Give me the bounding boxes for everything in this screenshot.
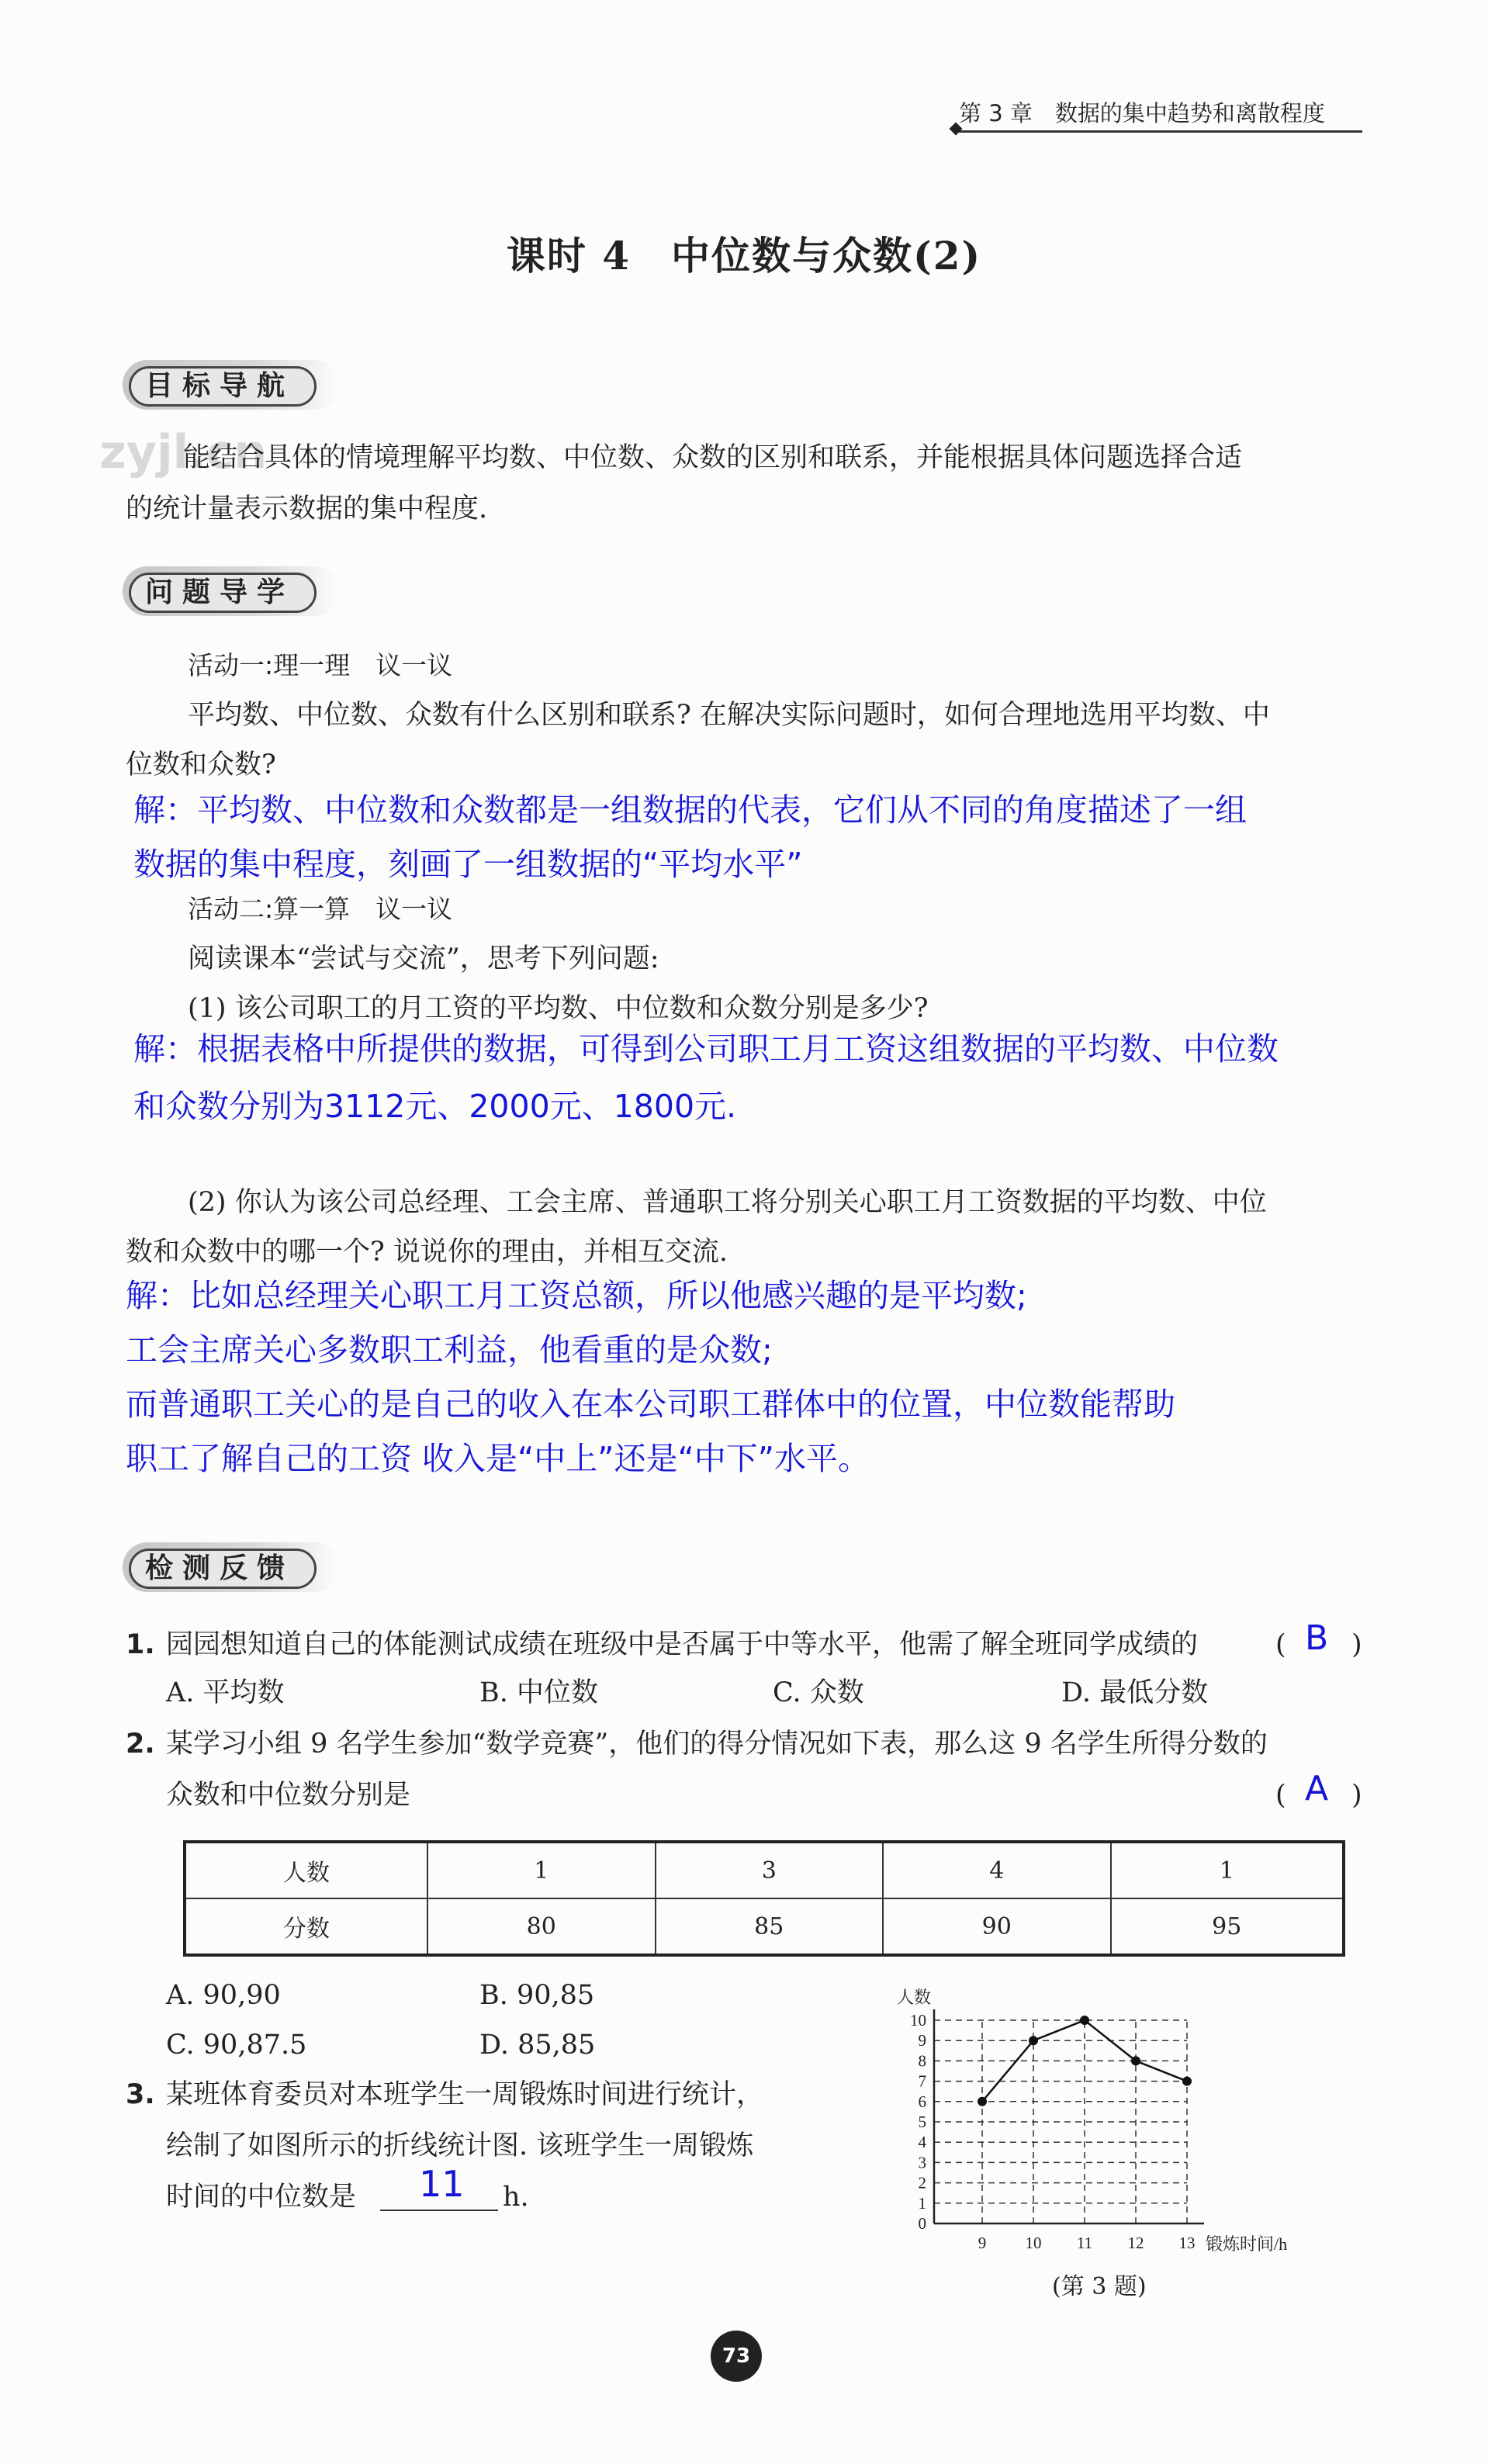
q2-answer: A — [1305, 1769, 1329, 1808]
y-tick-label: 5 — [918, 2113, 926, 2131]
activity1-question-line2: 位数和众数? — [126, 749, 276, 780]
q3-answer-blank — [380, 2210, 498, 2211]
q1-text: 园园想知道自己的体能测试成绩在班级中是否属于中等水平，他需了解全班同学成绩的 — [166, 1629, 1199, 1660]
q3-number: 3. — [126, 2079, 155, 2110]
y-tick-label: 3 — [918, 2153, 926, 2172]
activity2-heading: 活动二:算一算 议一议 — [188, 894, 453, 924]
q3-answer: 11 — [419, 2163, 465, 2205]
q2-text-line1: 某学习小组 9 名学生参加“数学竞赛”，他们的得分情况如下表，那么这 9 名学生所得分数的 — [166, 1729, 1268, 1760]
activity2-question2-line2: 数和众数中的哪一个? 说说你的理由，并相互交流. — [126, 1237, 728, 1268]
y-tick-label: 2 — [918, 2173, 926, 2192]
table-cell: 95 — [1111, 1898, 1344, 1955]
data-point — [1182, 2077, 1192, 2086]
table-row — [185, 1842, 1344, 1898]
goals-text-line2: 的统计量表示数据的集中程度. — [126, 493, 488, 524]
q2-option-d: D. 85,85 — [479, 2030, 596, 2061]
q2-number: 2. — [126, 1729, 155, 1760]
table-header-cell: 人数 — [185, 1842, 427, 1898]
y-tick-label: 4 — [918, 2133, 926, 2152]
q2-paren-right: ) — [1351, 1780, 1362, 1811]
activity2-answer1-line1: 解：根据表格中所提供的数据，可得到公司职工月工资这组数据的平均数、中位数 — [133, 1030, 1279, 1068]
activity2-question2-line1: (2) 你认为该公司总经理、工会主席、普通职工将分别关心职工月工资数据的平均数、中位 — [188, 1187, 1267, 1218]
page-number: 73 — [711, 2331, 762, 2382]
y-tick-label: 7 — [918, 2071, 926, 2091]
activity1-answer-line2: 数据的集中程度，刻画了一组数据的“平均水平” — [133, 846, 803, 883]
data-point — [1131, 2056, 1140, 2065]
activity2-intro: 阅读课本“尝试与交流”，思考下列问题: — [188, 943, 659, 974]
y-axis-label: 人数 — [897, 1988, 932, 2007]
activity1-answer-line1: 解：平均数、中位数和众数都是一组数据的代表，它们从不同的角度描述了一组 — [133, 791, 1247, 829]
q2-option-b: B. 90,85 — [479, 1980, 595, 2011]
y-tick-label: 6 — [918, 2092, 926, 2111]
activity2-answer2-line3: 而普通职工关心的是自己的收入在本公司职工群体中的位置，中位数能帮助 — [126, 1386, 1175, 1423]
section-badge-guide — [123, 566, 340, 616]
q2-text-line2: 众数和中位数分别是 — [166, 1780, 411, 1811]
q3-unit: h. — [503, 2182, 529, 2213]
y-tick-label: 9 — [918, 2031, 926, 2050]
table-cell: 80 — [427, 1898, 656, 1955]
x-tick-label: 11 — [1076, 2234, 1093, 2252]
activity2-answer1-line2: 和众数分别为3112元、2000元、1800元. — [133, 1088, 737, 1125]
data-point — [1029, 2036, 1038, 2045]
q1-option-a: A. 平均数 — [166, 1677, 285, 1708]
table-cell: 4 — [883, 1842, 1111, 1898]
q1-answer: B — [1305, 1618, 1329, 1658]
q3-figure-caption: (第 3 题) — [1052, 2273, 1147, 2300]
watermark: zyjl.cn — [99, 425, 268, 479]
q1-option-b: B. 中位数 — [479, 1677, 598, 1708]
y-tick-label: 1 — [918, 2193, 926, 2213]
table-header-cell: 分数 — [185, 1898, 427, 1955]
section-badge-goals-label: 目标导航 — [129, 366, 317, 407]
q3-text-line1: 某班体育委员对本班学生一周锻炼时间进行统计， — [166, 2079, 764, 2110]
q2-option-c: C. 90,87.5 — [166, 2030, 307, 2061]
y-tick-label: 8 — [918, 2051, 926, 2071]
q1-option-d: D. 最低分数 — [1061, 1677, 1209, 1708]
q3-line-chart — [853, 1971, 1350, 2281]
activity2-answer2-line2: 工会主席关心多数职工利益，他看重的是众数; — [126, 1331, 773, 1369]
q1-paren-right: ) — [1351, 1629, 1362, 1660]
q1-number: 1. — [126, 1629, 155, 1660]
data-point — [978, 2097, 987, 2106]
data-point — [1080, 2016, 1089, 2025]
table-cell: 85 — [656, 1898, 884, 1955]
y-tick-label: 10 — [910, 2011, 926, 2030]
page-title: 课时 4 中位数与众数(2) — [506, 233, 982, 279]
section-badge-goals — [123, 360, 340, 410]
section-badge-guide-label: 问题导学 — [129, 573, 317, 613]
table-cell: 1 — [1111, 1842, 1344, 1898]
activity2-question1: (1) 该公司职工的月工资的平均数、中位数和众数分别是多少? — [188, 993, 929, 1024]
q3-text-prefix: 时间的中位数是 — [166, 2182, 357, 2213]
table-cell: 3 — [656, 1842, 884, 1898]
activity2-answer2-line4: 职工了解自己的工资 收入是“中上”还是“中下”水平。 — [126, 1440, 870, 1477]
x-tick-label: 12 — [1127, 2234, 1144, 2252]
table-cell: 1 — [427, 1842, 656, 1898]
x-tick-label: 9 — [978, 2234, 987, 2252]
q2-option-a: A. 90,90 — [166, 1980, 281, 2011]
q2-paren-left: ( — [1275, 1780, 1286, 1811]
x-tick-label: 10 — [1025, 2234, 1042, 2252]
activity2-answer2-line1: 解：比如总经理关心职工月工资总额，所以他感兴趣的是平均数; — [126, 1277, 1027, 1314]
section-badge-feedback-label: 检测反馈 — [129, 1549, 317, 1589]
activity1-question-line1: 平均数、中位数、众数有什么区别和联系? 在解决实际问题时，如何合理地选用平均数、中 — [188, 700, 1270, 731]
q2-score-table — [183, 1840, 1345, 1957]
q1-option-c: C. 众数 — [773, 1677, 864, 1708]
x-tick-label: 13 — [1178, 2234, 1196, 2252]
q3-text-line2: 绘制了如图所示的折线统计图. 该班学生一周锻炼 — [166, 2130, 754, 2161]
q1-paren-left: ( — [1275, 1629, 1286, 1660]
x-axis-label: 锻炼时间/h — [1206, 2234, 1288, 2254]
table-row — [185, 1898, 1344, 1955]
goals-text-line1: 能结合具体的情境理解平均数、中位数、众数的区别和联系，并能根据具体问题选择合适 — [183, 442, 1243, 473]
chapter-header: 第 3 章 数据的集中趋势和离散程度 — [959, 96, 1362, 133]
section-badge-feedback — [123, 1542, 340, 1592]
activity1-heading: 活动一:理一理 议一议 — [188, 650, 453, 680]
table-cell: 90 — [883, 1898, 1111, 1955]
y-tick-label: 0 — [918, 2214, 926, 2233]
